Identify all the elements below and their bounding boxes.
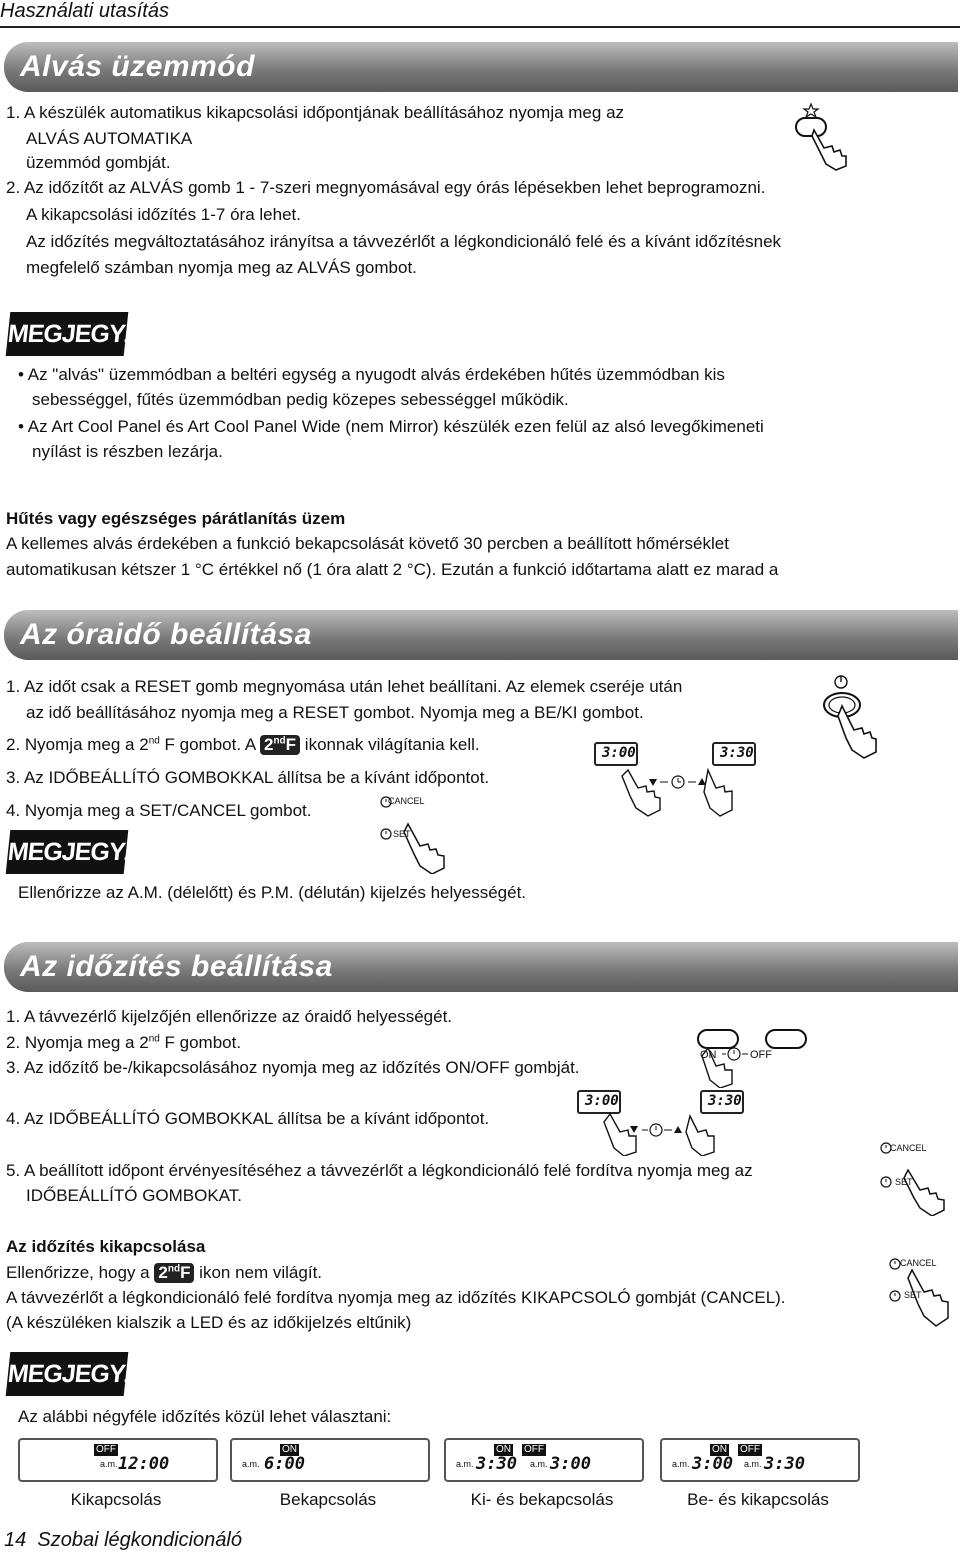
- power-button-hand-icon: [808, 672, 888, 762]
- header-rule: [0, 26, 960, 28]
- panel-time: 3:30: [764, 1454, 805, 1474]
- timer-panel-on: [230, 1438, 430, 1482]
- note-label-2: MEGJEGYZÉS: [6, 830, 129, 874]
- clock-lcd-right: 3:30: [712, 742, 756, 766]
- set-label: SET: [393, 829, 411, 839]
- timer-line-5b: IDŐBEÁLLÍTÓ GOMBOKAT.: [26, 1186, 243, 1205]
- sleep-line-5: A kikapcsolási időzítés 1-7 óra lehet.: [26, 205, 301, 224]
- timer-line-5a: 5. A beállított időpont érvényesítéséhez a távvezérlőt a légkondicionáló felé fordítva nyomja meg az: [6, 1161, 753, 1180]
- note-label-3: MEGJEGYZÉS: [6, 1352, 129, 1396]
- panel-am: a.m.: [242, 1459, 260, 1469]
- panel-tag: ON: [282, 1444, 297, 1455]
- clock-line-1b: az idő beállításához nyomja meg a RESET gombot. Nyomja meg a BE/KI gombot.: [26, 703, 644, 722]
- section-banner-clock: [4, 610, 958, 660]
- note-label-1: MEGJEGYZÉS: [6, 312, 129, 356]
- sleep-button-hand-icon: [790, 100, 860, 172]
- cooling-line-1: A kellemes alvás érdekében a funkció bekapcsolását követő 30 percben a beállított hőmérséklet: [6, 534, 729, 553]
- panel-time: 3:00: [692, 1454, 733, 1474]
- panel-tag: OFF: [96, 1444, 116, 1455]
- second-function-badge-2: 2ndF: [154, 1263, 194, 1283]
- cancel-set-button-hand-icon: [378, 794, 450, 874]
- clock-line-2: 2. Nyomja meg a 2nd F gombot. A 2ndF ikonnak világítania kell.: [6, 735, 480, 754]
- timer-cancel-title: Az időzítés kikapcsolása: [6, 1237, 206, 1256]
- timer-cancel-line-1: Ellenőrizze, hogy a 2ndF ikon nem világít.: [6, 1263, 323, 1282]
- timer-off-label: OFF: [750, 1049, 772, 1061]
- panel-time: 12:00: [118, 1454, 170, 1474]
- note2-text: Ellenőrizze az A.M. (délelőtt) és P.M. (délután) kijelzés helyességét.: [18, 883, 527, 902]
- timer-set-label: SET: [895, 1177, 913, 1187]
- panel-caption: Bekapcsolás: [279, 1490, 377, 1509]
- note1-line-2: sebességgel, fűtés üzemmódban pedig közepes sebességgel működik.: [32, 390, 569, 409]
- clock-line-4: 4. Nyomja meg a SET/CANCEL gombot.: [6, 801, 312, 820]
- timer-on-label: ON: [700, 1049, 717, 1061]
- note1-line-4: nyílást is részben lezárja.: [32, 442, 223, 461]
- panel-am: a.m.: [456, 1459, 474, 1469]
- timer-cancel-label: CANCEL: [890, 1143, 927, 1153]
- cooling-line-2: automatikusan kétszer 1 °C értékkel nő (1 óra alatt 2 °C). Ezután a funkció időtartama alatt ez marad a: [6, 560, 779, 579]
- timer-time-set-buttons-icon: [600, 1112, 720, 1156]
- panel-am: a.m.: [672, 1459, 690, 1469]
- panel-tag: OFF: [524, 1444, 544, 1455]
- timer-line-3: 3. Az időzítő be-/kikapcsolásához nyomja meg az időzítés ON/OFF gombját.: [6, 1058, 580, 1077]
- timer-line-2: 2. Nyomja meg a 2nd F gombot.: [6, 1033, 242, 1052]
- note1-line-3: • Az Art Cool Panel és Art Cool Panel Wide (nem Mirror) készülék ezen felül az alsó levegőkimeneti: [18, 417, 764, 436]
- timer-lcd-left: 3:00: [577, 1090, 621, 1114]
- page-number: 14: [4, 1529, 27, 1551]
- sleep-line-2: ALVÁS AUTOMATIKA: [26, 129, 193, 148]
- timer-cancel-line-2: A távvezérlőt a légkondicionáló felé fordítva nyomja meg az időzítés KIKAPCSOLÓ gombját (CANCEL).: [6, 1288, 786, 1307]
- panel-caption: Be- és kikapcsolás: [687, 1490, 829, 1509]
- note1-line-1: • Az "alvás" üzemmódban a beltéri egység a nyugodt alvás érdekében hűtés üzemmódban kis: [18, 365, 725, 384]
- cancel-label-2: CANCEL: [900, 1258, 937, 1268]
- section-banner-sleep: [4, 42, 958, 92]
- clock-line-3: 3. Az IDŐBEÁLLÍTÓ GOMBOKKAL állítsa be a kívánt időpontot.: [6, 768, 490, 787]
- cooling-title: Hűtés vagy egészséges párátlanítás üzem: [6, 509, 346, 528]
- panel-tag: ON: [712, 1444, 727, 1455]
- panel-time: 6:00: [264, 1454, 305, 1474]
- section-title-sleep: Alvás üzemmód: [20, 50, 255, 83]
- bottom-intro: Az alábbi négyféle időzítés közül lehet választani:: [18, 1407, 392, 1426]
- section-title-timer: Az időzítés beállítása: [20, 950, 333, 983]
- panel-am: a.m.: [100, 1459, 118, 1469]
- section-banner-timer: [4, 942, 958, 992]
- panel-tag: ON: [496, 1444, 511, 1455]
- cancel-label: CANCEL: [388, 796, 425, 806]
- timer-line-1: 1. A távvezérlő kijelzőjén ellenőrizze az óraidő helyességét.: [6, 1007, 453, 1026]
- clock-line-1a: 1. Az időt csak a RESET gomb megnyomása után lehet beállítani. Az elemek cseréje után: [6, 677, 683, 696]
- sleep-line-3: üzemmód gombját.: [26, 153, 171, 172]
- timer-panel-off: [18, 1438, 218, 1482]
- set-label-2: SET: [904, 1290, 922, 1300]
- section-title-clock: Az óraidő beállítása: [20, 618, 312, 651]
- sleep-line-6: Az időzítés megváltoztatásához irányítsa a távvezérlőt a légkondicionáló felé és a kívánt időzítésnek: [26, 232, 782, 251]
- timer-lcd-right: 3:30: [700, 1090, 744, 1114]
- timer-line-4: 4. Az IDŐBEÁLLÍTÓ GOMBOKKAL állítsa be a kívánt időpontot.: [6, 1109, 490, 1128]
- running-header: Használati utasítás: [0, 0, 169, 22]
- panel-caption: Kikapcsolás: [70, 1490, 162, 1509]
- panel-time: 3:30: [476, 1454, 517, 1474]
- sleep-line-1: 1. A készülék automatikus kikapcsolási időpontjának beállításához nyomja meg az: [6, 103, 625, 122]
- clock-lcd-left: 3:00: [594, 742, 638, 766]
- page-footer: [4, 1528, 242, 1552]
- panel-tag: OFF: [740, 1444, 760, 1455]
- timer-panel-off-on: [444, 1438, 644, 1482]
- sleep-line-4: 2. Az időzítőt az ALVÁS gomb 1 - 7-szeri megnyomásával egy órás lépésekben lehet beprogramozni.: [6, 178, 766, 197]
- sleep-line-7: megfelelő számban nyomja meg az ALVÁS gombot.: [26, 258, 417, 277]
- timer-cancel-line-3: (A készüléken kialszik a LED és az időkijelzés eltűnik): [6, 1313, 412, 1332]
- time-set-buttons-icon: [616, 762, 736, 818]
- second-function-badge: 2ndF: [260, 735, 300, 755]
- panel-caption: Ki- és bekapcsolás: [470, 1490, 614, 1509]
- footer-text: Szobai légkondicionáló: [37, 1529, 242, 1551]
- panel-am: a.m.: [530, 1459, 548, 1469]
- panel-am: a.m.: [744, 1459, 762, 1469]
- timer-panel-on-off: [660, 1438, 860, 1482]
- panel-time: 3:00: [550, 1454, 591, 1474]
